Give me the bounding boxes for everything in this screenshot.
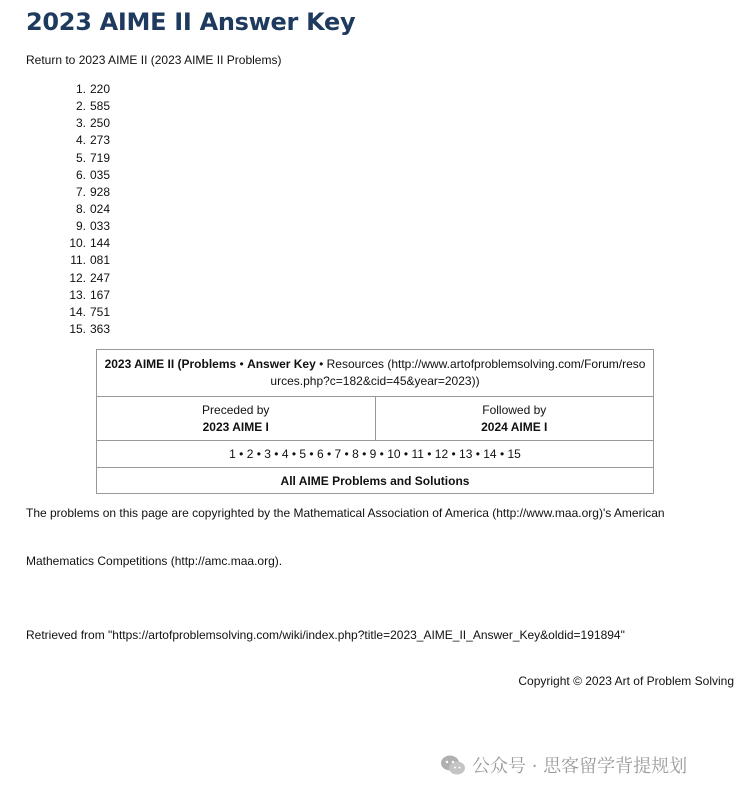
navbox-separator: • xyxy=(236,357,248,371)
problem-link[interactable]: 12 xyxy=(434,447,449,461)
answer-value: 024 xyxy=(90,201,111,216)
problem-separator: • xyxy=(358,447,370,461)
retrieved-from: Retrieved from "https://artofproblemsolving.com/wiki/index.php?title=2023_AIME_II_Answer_Key&oldid=191894" xyxy=(26,628,625,642)
answer-item xyxy=(36,150,110,167)
answer-number: 10. xyxy=(69,236,86,251)
answer-item xyxy=(36,184,110,201)
problem-link[interactable]: 6 xyxy=(316,447,324,461)
problem-separator: • xyxy=(400,447,412,461)
followed-cell xyxy=(375,397,654,441)
preceded-link[interactable]: 2023 AIME I xyxy=(202,419,269,434)
answer-key-label: Answer Key xyxy=(247,357,316,371)
answer-value: 247 xyxy=(90,270,111,285)
resources-link[interactable]: Resources (http://www.artofproblemsolving.com/Forum/resources.php?c=182&cid=45&year=2023)) xyxy=(270,357,646,388)
answer-number: 5. xyxy=(75,150,86,165)
answer-number: 14. xyxy=(69,304,86,319)
problem-separator: • xyxy=(270,447,282,461)
answer-value: 035 xyxy=(90,167,111,182)
answer-value: 751 xyxy=(90,304,111,319)
answer-number: 7. xyxy=(75,184,86,199)
answer-item xyxy=(36,132,110,149)
answer-item xyxy=(36,201,110,218)
followed-link[interactable]: 2024 AIME I xyxy=(481,419,548,434)
answer-number: 12. xyxy=(69,270,86,285)
answer-item xyxy=(36,115,110,132)
answer-item xyxy=(36,252,110,269)
problem-separator: • xyxy=(448,447,460,461)
footer-copyright: Copyright © 2023 Art of Problem Solving xyxy=(518,674,734,688)
answer-number: 4. xyxy=(75,133,86,148)
answer-item xyxy=(36,167,110,184)
problems-link[interactable]: Problems xyxy=(181,357,237,371)
problem-link[interactable]: 8 xyxy=(352,447,359,461)
answer-item xyxy=(36,287,110,304)
problem-separator: • xyxy=(306,447,317,461)
copyright-notice-line2: Mathematics Competitions (http://amc.maa.org). xyxy=(26,554,283,568)
problem-separator: • xyxy=(253,447,265,461)
watermark-text: 公众号 · 思客留学背提规划 xyxy=(472,756,688,777)
navigation-box xyxy=(96,349,654,494)
problem-separator: • xyxy=(376,447,388,461)
answer-number: 11. xyxy=(70,253,86,268)
problem-link[interactable]: 5 xyxy=(299,447,307,461)
watermark xyxy=(440,752,687,778)
copyright-notice-line1: The problems on this page are copyrighted by the Mathematical Association of America (http://www.maa.org)'s American xyxy=(26,506,665,520)
answer-item xyxy=(36,304,110,321)
answer-value: 363 xyxy=(90,321,111,336)
answer-value: 585 xyxy=(90,99,111,114)
answer-number: 3. xyxy=(75,116,86,131)
problem-number-links xyxy=(97,441,654,468)
problem-separator: • xyxy=(288,447,300,461)
answer-value: 081 xyxy=(90,253,111,268)
problem-separator: • xyxy=(235,447,247,461)
preceded-label: Preceded by xyxy=(202,402,270,417)
answer-item xyxy=(36,98,110,115)
wechat-icon xyxy=(440,754,466,776)
answer-item xyxy=(36,321,110,338)
answer-number: 6. xyxy=(75,167,86,182)
answer-value: 144 xyxy=(90,236,111,251)
answer-value: 273 xyxy=(90,133,111,148)
answer-number: 15. xyxy=(69,321,86,336)
problem-link[interactable]: 9 xyxy=(369,447,377,461)
problem-separator: • xyxy=(341,447,353,461)
answer-item xyxy=(36,270,110,287)
problem-link[interactable]: 2 xyxy=(246,447,254,461)
answer-list xyxy=(36,81,110,338)
problem-separator: • xyxy=(323,447,335,461)
answer-value: 033 xyxy=(90,219,111,234)
answer-number: 2. xyxy=(75,99,86,114)
answer-number: 8. xyxy=(75,201,86,216)
navbox-separator: • xyxy=(315,357,327,371)
answer-value: 719 xyxy=(90,150,111,165)
navbox-header xyxy=(97,350,654,397)
answer-number: 9. xyxy=(75,219,86,234)
answer-value: 250 xyxy=(90,116,111,131)
problem-link[interactable]: 11 xyxy=(411,447,424,461)
preceded-cell xyxy=(97,397,376,441)
answer-item xyxy=(36,218,110,235)
answer-value: 928 xyxy=(90,184,111,199)
problem-link[interactable]: 3 xyxy=(264,447,271,461)
answer-number: 1. xyxy=(75,82,86,96)
navbox-title: 2023 AIME II xyxy=(104,357,175,371)
all-problems-link[interactable]: All AIME Problems and Solutions xyxy=(97,468,654,494)
page-title: 2023 AIME II Answer Key xyxy=(26,8,356,36)
answer-value: 167 xyxy=(90,287,111,302)
problem-link[interactable]: 10 xyxy=(387,447,401,461)
answer-number: 13. xyxy=(69,287,86,302)
problem-separator: • xyxy=(423,447,435,461)
problem-separator: • xyxy=(496,447,508,461)
problem-link[interactable]: 4 xyxy=(281,447,289,461)
navbox-paren: ( xyxy=(174,357,182,371)
problem-link[interactable]: 14 xyxy=(483,447,497,461)
problem-link[interactable]: 15 xyxy=(507,447,521,461)
problem-link[interactable]: 13 xyxy=(459,447,473,461)
answer-value: 220 xyxy=(90,82,111,96)
problem-link[interactable]: 7 xyxy=(334,447,342,461)
answer-item xyxy=(36,81,110,98)
followed-label: Followed by xyxy=(482,402,547,417)
answer-item xyxy=(36,235,110,252)
problem-separator: • xyxy=(472,447,484,461)
problem-link[interactable]: 1 xyxy=(229,447,236,461)
return-link[interactable]: Return to 2023 AIME II (2023 AIME II Problems) xyxy=(26,53,282,67)
